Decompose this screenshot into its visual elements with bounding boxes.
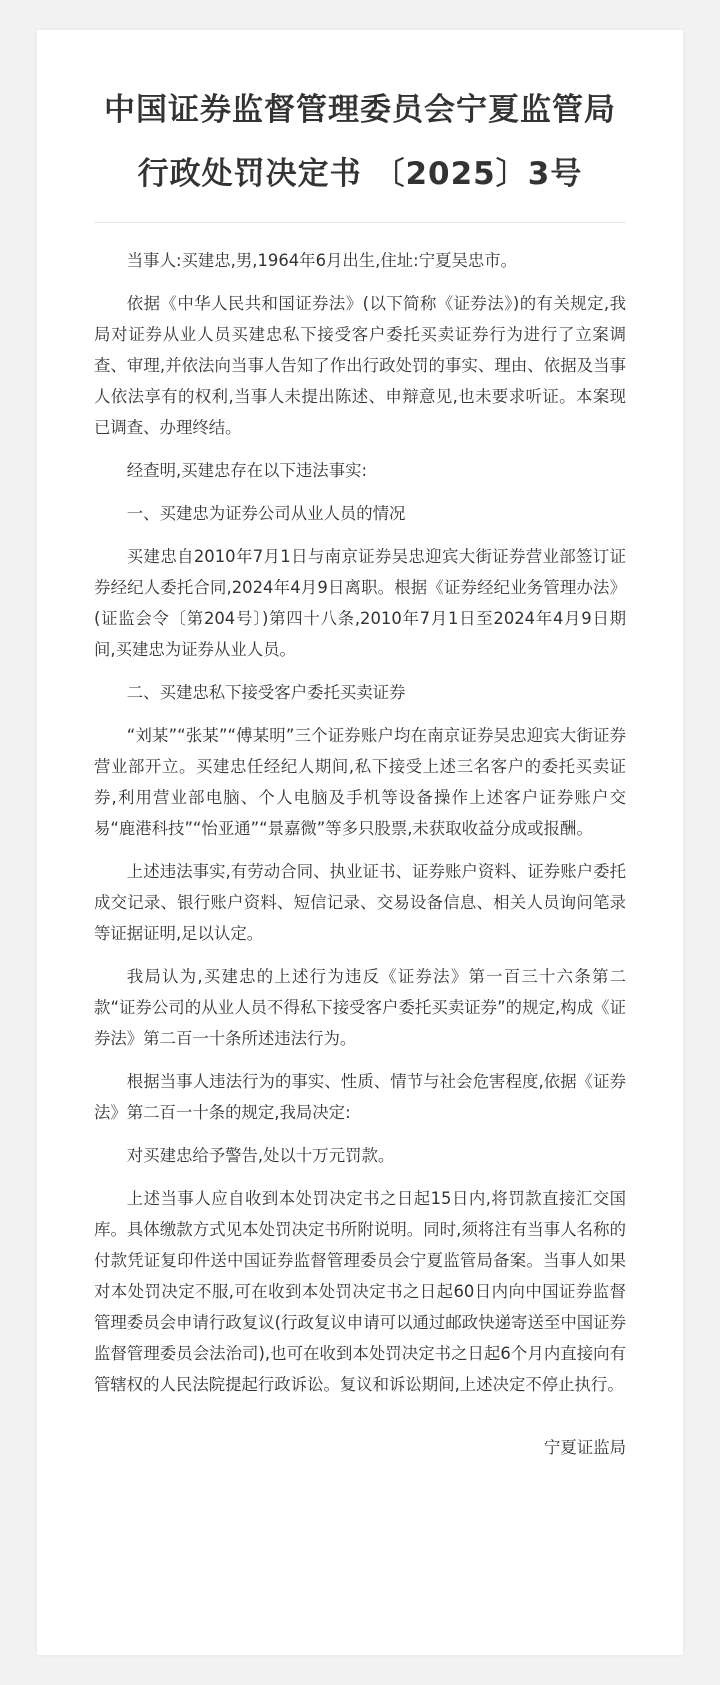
title-line-2: 行政处罚决定书 〔2025〕3号 <box>137 156 583 192</box>
paragraph-violation: 我局认为,买建忠的上述行为违反《证券法》第一百三十六条第二款“证券公司的从业人员不得私下接受客户委托买卖证券”的规定,构成《证券法》第二百一十条所述违法行为。 <box>94 967 626 1048</box>
paragraph-evidence: 上述违法事实,有劳动合同、执业证书、证券账户资料、证券账户委托成交记录、银行账户资料、短信记录、交易设备信息、相关人员询问笔录等证据证明,足以认定。 <box>94 862 626 943</box>
paragraph-trading: “刘某”“张某”“傅某明”三个证券账户均在南京证券吴忠迎宾大街证券营业部开立。买建忠任经纪人期间,私下接受上述三名客户的委托买卖证券,利用营业部电脑、个人电脑及手机等设备操作上述客户证券账户交易“鹿港科技”“怡亚通”“景嘉微”等多只股票,未获取收益分成或报酬。 <box>94 726 626 838</box>
paragraph-party: 当事人:买建忠,男,1964年6月出生,住址:宁夏吴忠市。 <box>126 251 518 270</box>
paragraph-findings-intro: 经查明,买建忠存在以下违法事实: <box>126 461 367 480</box>
document-content <box>94 78 626 1463</box>
paragraph-penalty: 对买建忠给予警告,处以十万元罚款。 <box>126 1146 395 1165</box>
paragraph-payment-and-appeal: 上述当事人应自收到本处罚决定书之日起15日内,将罚款直接汇交国库。具体缴款方式见本处罚决定书所附说明。同时,须将注有当事人名称的付款凭证复印件送中国证券监督管理委员会宁夏监管局备案。当事人如果对本处罚决定不服,可在收到本处罚决定书之日起60日内向中国证券监督管理委员会申请行政复议(行政复议申请可以通过邮政快递寄送至中国证券监督管理委员会法治司),也可在收到本处罚决定书之日起6个月内直接向有管辖权的人民法院提起行政诉讼。复议和诉讼期间,上述决定不停止执行。 <box>94 1189 626 1394</box>
document-card <box>37 30 683 1655</box>
title-line-1: 中国证券监督管理委员会宁夏监管局 <box>104 92 616 128</box>
document-title <box>94 78 626 206</box>
paragraph-employment: 买建忠自2010年7月1日与南京证券吴忠迎宾大街证券营业部签订证券经纪人委托合同,2024年4月9日离职。根据《证券经纪业务管理办法》(证监会令〔第204号〕)第四十八条,2010年7月1日至2024年4月9日期间,买建忠为证券从业人员。 <box>94 547 626 659</box>
document-body <box>94 245 626 1400</box>
issuer-signature: 宁夏证监局 <box>544 1438 626 1457</box>
section-heading-1: 一、买建忠为证券公司从业人员的情况 <box>126 504 406 523</box>
section-heading-2: 二、买建忠私下接受客户委托买卖证券 <box>126 683 406 702</box>
paragraph-basis: 依据《中华人民共和国证券法》(以下简称《证券法》)的有关规定,我局对证券从业人员买建忠私下接受客户委托买卖证券行为进行了立案调查、审理,并依法向当事人告知了作出行政处罚的事实、理由、依据及当事人依法享有的权利,当事人未提出陈述、申辩意见,也未要求听证。本案现已调查、办理终结。 <box>94 294 626 437</box>
paragraph-decision-basis: 根据当事人违法行为的事实、性质、情节与社会危害程度,依据《证券法》第二百一十条的规定,我局决定: <box>94 1072 626 1122</box>
title-divider <box>94 222 626 223</box>
